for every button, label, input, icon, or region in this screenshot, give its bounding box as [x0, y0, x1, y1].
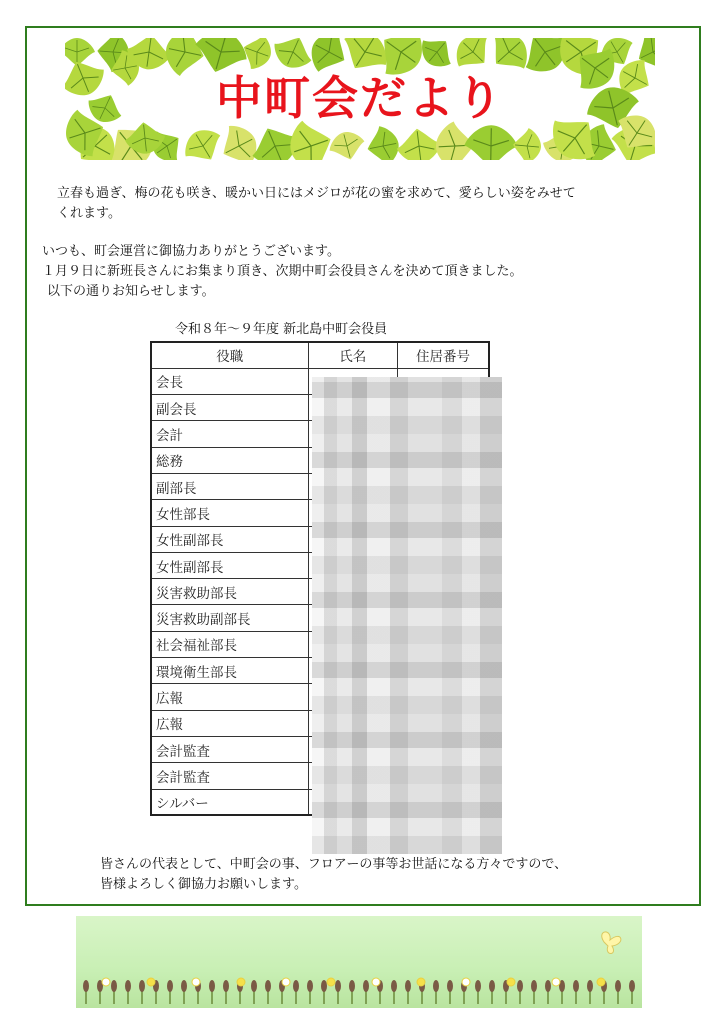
- role-cell: 広報: [151, 710, 308, 736]
- role-cell: 女性副部長: [151, 526, 308, 552]
- greeting-line-3: 以下の通りお知らせします。: [47, 284, 215, 299]
- banner-title-wrap: [65, 38, 655, 160]
- role-cell: 女性部長: [151, 500, 308, 526]
- header-address: 住居番号: [398, 342, 490, 368]
- role-cell: 会計監査: [151, 736, 308, 762]
- role-cell: 広報: [151, 684, 308, 710]
- role-cell: 副部長: [151, 473, 308, 499]
- butterfly-icon: [602, 932, 621, 954]
- role-cell: 災害救助副部長: [151, 605, 308, 631]
- newsletter-title: 中町会だより: [216, 71, 504, 125]
- role-cell: 副会長: [151, 395, 308, 421]
- role-cell: 社会福祉部長: [151, 631, 308, 657]
- header-role: 役職: [151, 342, 308, 368]
- role-cell: 会計: [151, 421, 308, 447]
- greeting-line-1: いつも、町会運営に御協力ありがとうございます。: [42, 244, 340, 259]
- table-caption: 令和８年～９年度 新北島中町会役員: [175, 322, 388, 337]
- flowers-illustration: [76, 916, 642, 1008]
- role-cell: 環境衛生部長: [151, 658, 308, 684]
- role-cell: 会計監査: [151, 763, 308, 789]
- role-cell: 会長: [151, 368, 308, 394]
- role-cell: 総務: [151, 447, 308, 473]
- role-cell: 女性副部長: [151, 552, 308, 578]
- greeting-line-2: １月９日に新班長さんにお集まり頂き、次期中町会役員さんを決めて頂きました。: [42, 264, 523, 279]
- closing-line-1: 皆さんの代表として、中町会の事、フロアーの事等お世話になる方々ですので、: [100, 857, 568, 872]
- table-header-row: [151, 342, 489, 368]
- role-cell: 災害救助部長: [151, 579, 308, 605]
- header-name: 氏名: [308, 342, 398, 368]
- intro-line-2: くれます。: [57, 206, 121, 221]
- role-cell: シルバー: [151, 789, 308, 815]
- redacted-names-area: [312, 377, 502, 854]
- meadow-illustration: [76, 916, 642, 1008]
- intro-line-1: 立春も過ぎ、梅の花も咲き、暖かい日にはメジロが花の蜜を求めて、愛らしい姿をみせて: [57, 186, 576, 201]
- closing-line-2: 皆様よろしく御協力お願いします。: [100, 877, 307, 892]
